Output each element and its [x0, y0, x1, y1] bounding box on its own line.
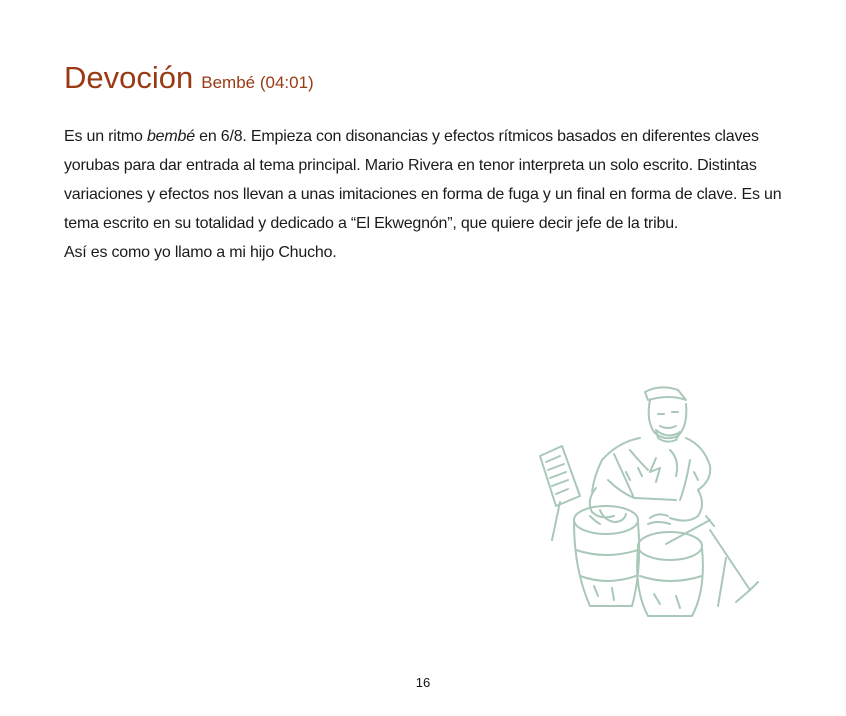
drummer-illustration: [530, 380, 770, 625]
page-number: 16: [415, 675, 431, 690]
paragraph-1-start: Es un ritmo: [64, 128, 147, 145]
paragraph-1: [64, 122, 794, 238]
paragraph-2: Así es como yo llamo a mi hijo Chucho.: [64, 244, 337, 261]
page-title: Devoción: [64, 60, 194, 95]
track-subtitle: Bembé (04:01): [201, 73, 314, 92]
section-heading: [64, 60, 314, 96]
body-text: [64, 122, 794, 267]
paragraph-1-rest: en 6/8. Empieza con disonancias y efectos rítmicos basados en diferentes claves yorubas para dar entrada al tema principal. Mario Rivera en tenor interpreta un solo escrito. Distintas variaciones y efectos nos llevan a unas imitaciones en forma de fuga y un final en forma de clave. Es un tema escrito en su totalidad y dedicado a “El Ekwegnón”, que quiere decir jefe de la tribu.: [64, 128, 782, 232]
emphasis-rhythm: bembé: [146, 128, 195, 145]
